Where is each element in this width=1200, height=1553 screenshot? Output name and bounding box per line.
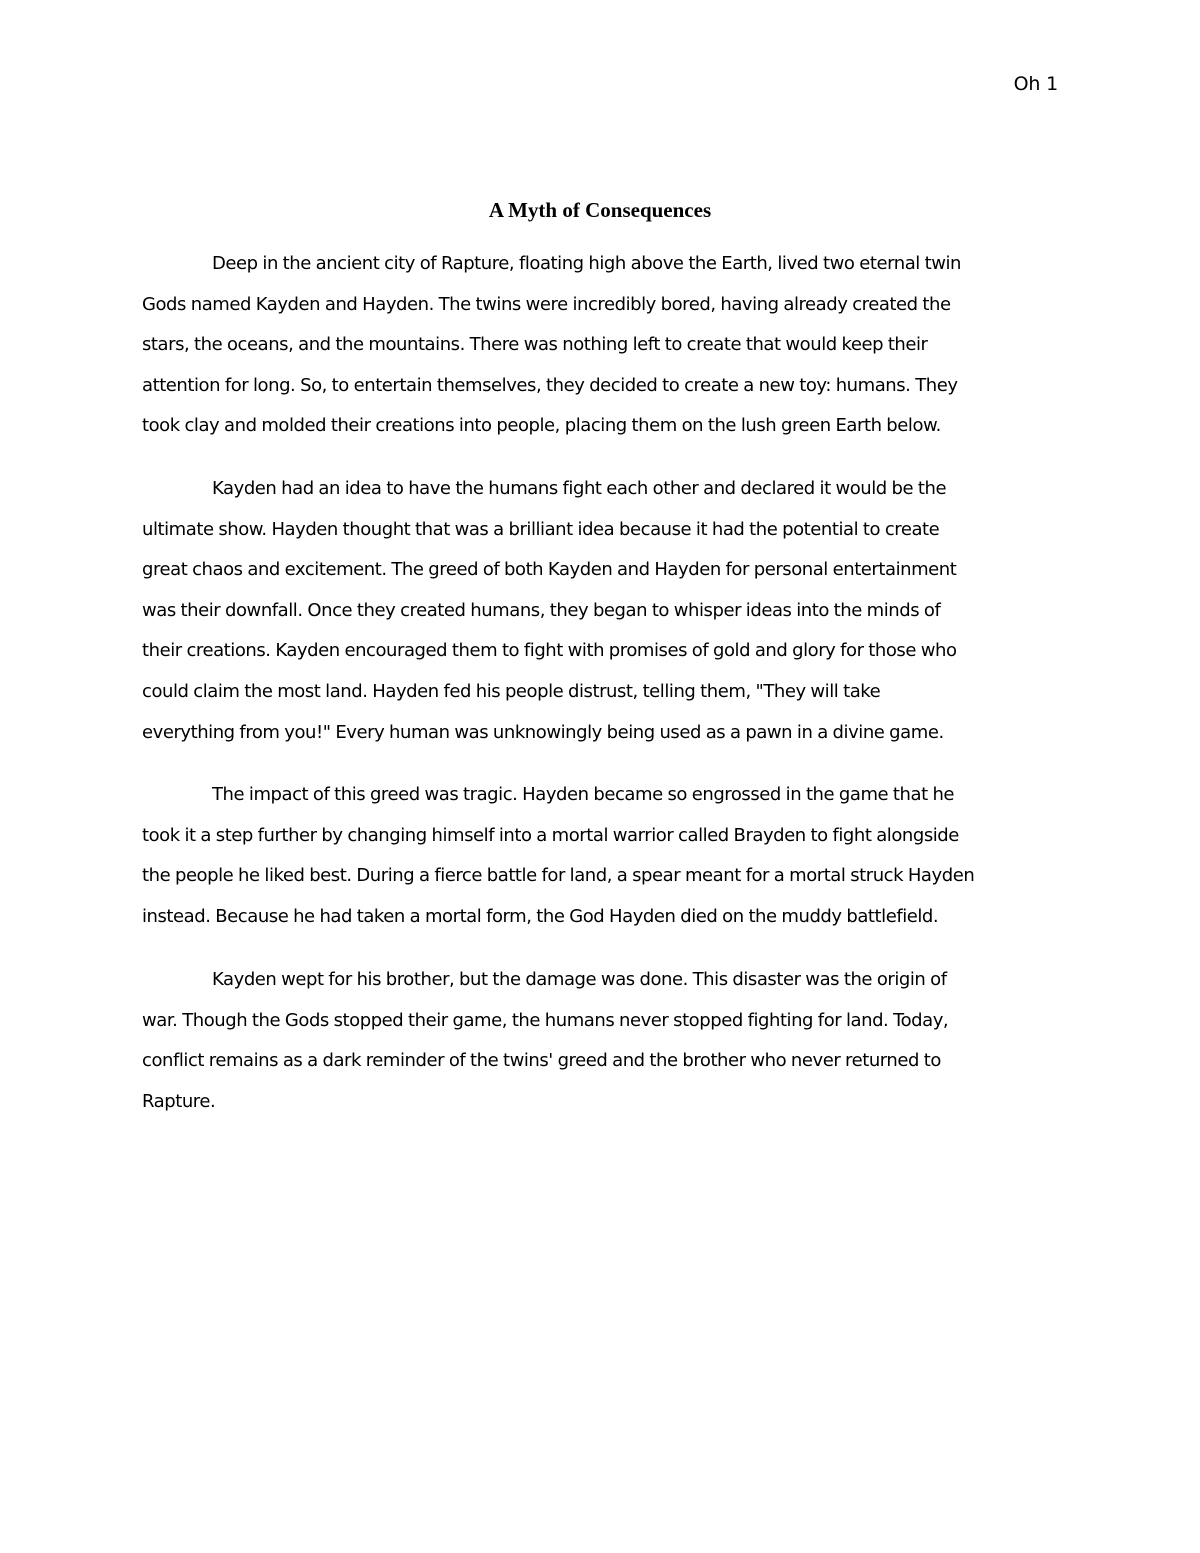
paragraph-line: could claim the most land. Hayden fed his people distrust, telling them, "They will take [142, 680, 881, 702]
paragraph-3 [142, 775, 1062, 937]
page-header-number: Oh 1 [1013, 73, 1058, 95]
paragraph-line: conflict remains as a dark reminder of the twins' greed and the brother who never returned to [142, 1050, 941, 1072]
paragraph-line: took clay and molded their creations into people, placing them on the lush green Earth below. [142, 415, 941, 437]
paragraph-line: The impact of this greed was tragic. Hayden became so engrossed in the game that he [212, 784, 955, 805]
paragraph-line: war. Though the Gods stopped their game, the humans never stopped fighting for land. Today, [142, 1009, 949, 1031]
paragraph-line: ultimate show. Hayden thought that was a brilliant idea because it had the potential to create [142, 518, 940, 540]
paragraph-line: Kayden had an idea to have the humans fight each other and declared it would be the [212, 478, 947, 499]
paragraph-2 [142, 469, 1062, 753]
paragraph-line: their creations. Kayden encouraged them to fight with promises of gold and glory for those who [142, 640, 957, 662]
paragraph-line: attention for long. So, to entertain themselves, they decided to create a new toy: humans. They [142, 374, 958, 396]
paragraph-line: Rapture. [142, 1090, 216, 1112]
paragraph-line: everything from you!" Every human was unknowingly being used as a pawn in a divine game. [142, 721, 944, 743]
paragraph-line: was their downfall. Once they created humans, they began to whisper ideas into the minds of [142, 599, 941, 621]
paragraph-line: took it a step further by changing himself into a mortal warrior called Brayden to fight alongside [142, 824, 959, 846]
paragraph-line: Gods named Kayden and Hayden. The twins were incredibly bored, having already created the [142, 293, 951, 315]
paragraph-line: instead. Because he had taken a mortal form, the God Hayden died on the muddy battlefield. [142, 905, 939, 927]
paragraph-line: Kayden wept for his brother, but the damage was done. This disaster was the origin of [212, 969, 947, 990]
paragraph-line: great chaos and excitement. The greed of both Kayden and Hayden for personal entertainment [142, 559, 957, 581]
paragraph-4 [142, 960, 1062, 1122]
document-title: A Myth of Consequences [488, 198, 712, 222]
paragraph-line: stars, the oceans, and the mountains. There was nothing left to create that would keep their [142, 334, 928, 356]
paragraph-line: Deep in the ancient city of Rapture, floating high above the Earth, lived two eternal twin [212, 253, 961, 274]
paragraph-line: the people he liked best. During a fierce battle for land, a spear meant for a mortal struck Hayden [142, 865, 975, 887]
paragraph-1 [142, 244, 1062, 447]
